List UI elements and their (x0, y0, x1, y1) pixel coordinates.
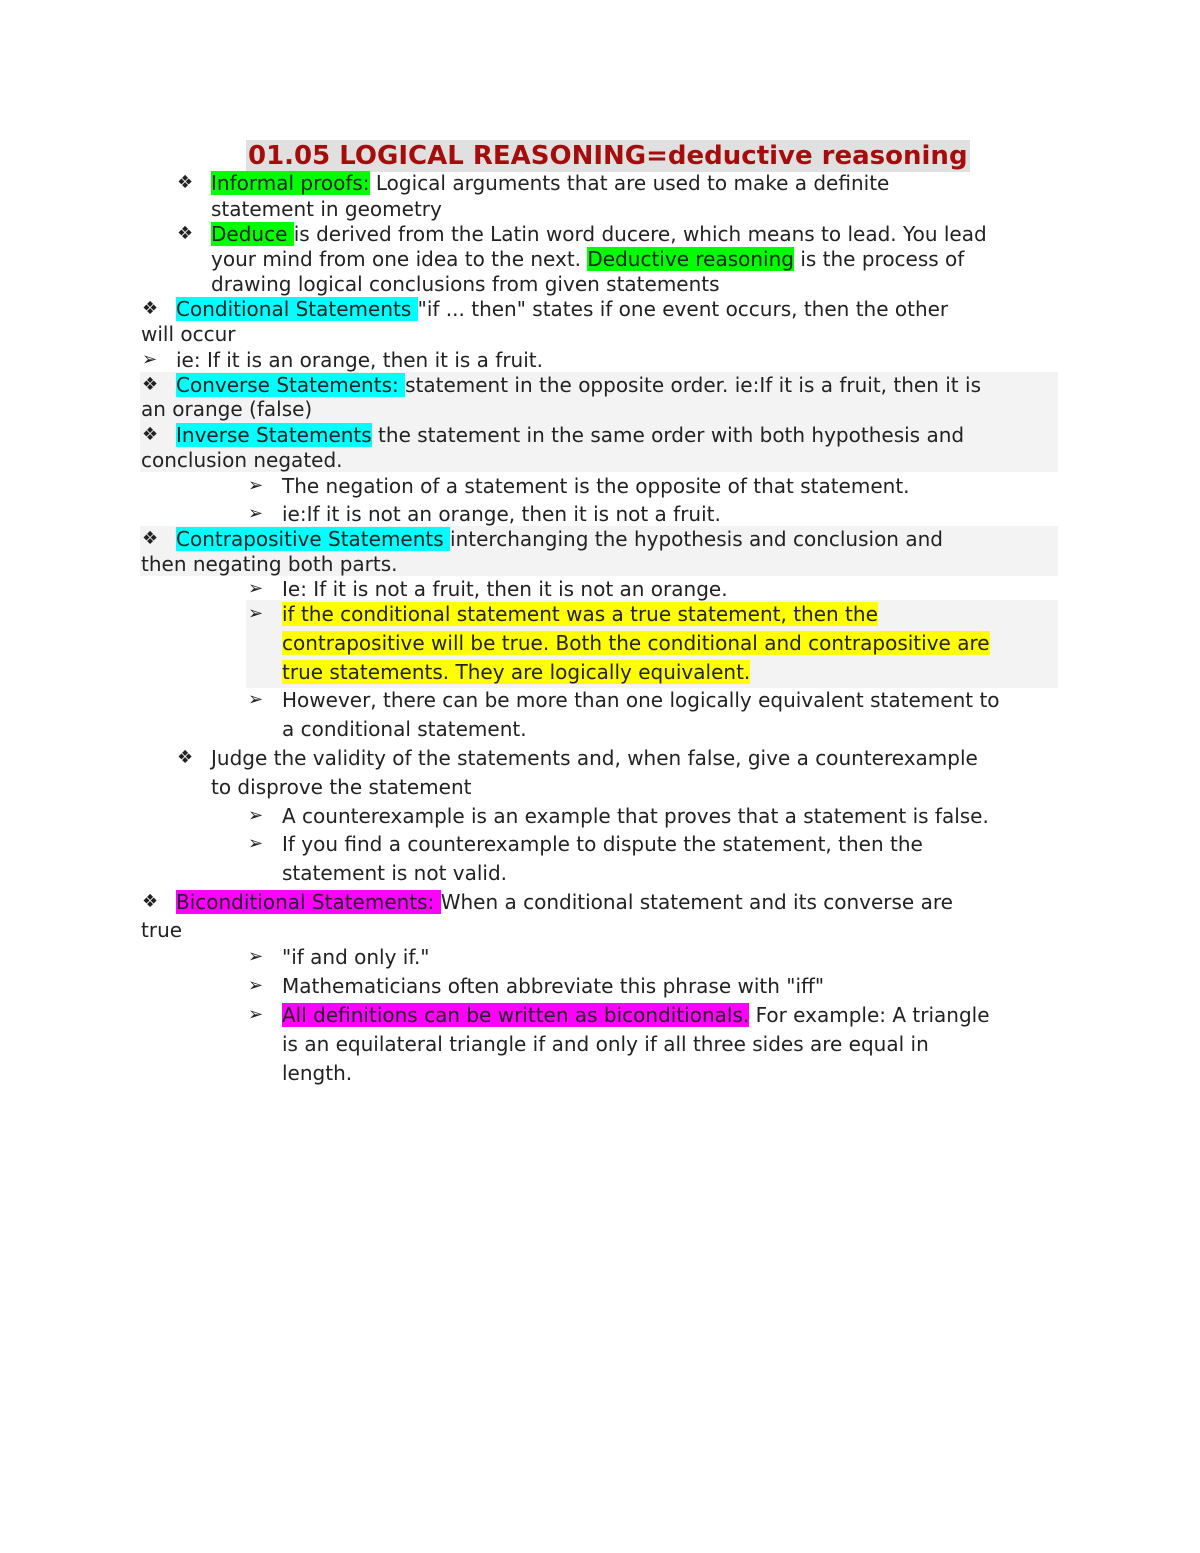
contrapositive-sub-3a: However, there can be more than one logically equivalent statement to (282, 688, 1000, 712)
deductive-reasoning-term: Deductive reasoning (587, 247, 794, 271)
conditional-term: Conditional Statements (176, 297, 418, 321)
inverse-line-2: conclusion negated. (141, 448, 343, 472)
biconditional-sub-1: "if and only if." (282, 945, 430, 969)
biconditional-term: Biconditional Statements: (176, 890, 441, 914)
definitions-term: All definitions can be written as biconditionals. (282, 1003, 750, 1027)
biconditional-sub-2: Mathematicians often abbreviate this phrase with "iff" (282, 974, 825, 998)
diamond-bullet-icon: ❖ (177, 172, 194, 193)
diamond-bullet-icon: ❖ (177, 223, 194, 244)
judge-sub-1: A counterexample is an example that proves that a statement is false. (282, 804, 989, 828)
judge-sub-2a: If you find a counterexample to dispute the statement, then the (282, 832, 923, 856)
informal-proofs-line-2: statement in geometry (211, 197, 442, 221)
biconditional-sub-3b: is an equilateral triangle if and only if all three sides are equal in (282, 1032, 929, 1056)
contrapositive-sub-1: Ie: If it is not a fruit, then it is not an orange. (282, 577, 728, 601)
informal-proofs-line: Informal proofs: Logical arguments that are used to make a definite (211, 171, 890, 195)
conditional-line-2: will occur (141, 322, 236, 346)
diamond-bullet-icon: ❖ (142, 424, 159, 445)
contrapositive-sub-2b: contrapositive will be true. Both the conditional and contrapositive are (282, 631, 990, 655)
biconditional-sub-3: All definitions can be written as biconditionals. For example: A triangle (282, 1003, 990, 1027)
converse-term: Converse Statements: (176, 373, 406, 397)
inverse-line: Inverse Statements the statement in the same order with both hypothesis and (176, 423, 965, 447)
page-title: 01.05 LOGICAL REASONING=deductive reasoning (248, 141, 968, 171)
deduce-line-2: your mind from one idea to the next. Deductive reasoning is the process of (211, 247, 965, 271)
arrow-bullet-icon: ➢ (248, 1004, 264, 1025)
contrapositive-sub-2c: true statements. They are logically equivalent. (282, 660, 751, 684)
biconditional-line: Biconditional Statements: When a conditional statement and its converse are (176, 890, 953, 914)
arrow-bullet-icon: ➢ (248, 578, 264, 599)
conditional-line: Conditional Statements "if ... then" states if one event occurs, then the other (176, 297, 949, 321)
arrow-bullet-icon: ➢ (248, 503, 264, 524)
contrapositive-term: Contrapositive Statements (176, 527, 451, 551)
biconditional-line-2: true (141, 918, 183, 942)
converse-line: Converse Statements: statement in the opposite order. ie:If it is a fruit, then it is (176, 373, 981, 397)
arrow-bullet-icon: ➢ (248, 805, 264, 826)
converse-line-2: an orange (false) (141, 397, 313, 421)
inverse-term: Inverse Statements (176, 423, 372, 447)
diamond-bullet-icon: ❖ (177, 747, 194, 768)
judge-line-2: to disprove the statement (211, 775, 472, 799)
contrapositive-line-2: then negating both parts. (141, 552, 398, 576)
deduce-line: Deduce is derived from the Latin word ducere, which means to lead. You lead (211, 222, 987, 246)
diamond-bullet-icon: ❖ (142, 374, 159, 395)
judge-line: Judge the validity of the statements and, when false, give a counterexample (211, 746, 978, 770)
inverse-sub-2: ie:If it is not an orange, then it is not a fruit. (282, 502, 721, 526)
arrow-bullet-icon: ➢ (248, 946, 264, 967)
arrow-bullet-icon: ➢ (248, 975, 264, 996)
inverse-sub-1: The negation of a statement is the opposite of that statement. (282, 474, 910, 498)
judge-sub-2b: statement is not valid. (282, 861, 508, 885)
contrapositive-line: Contrapositive Statements interchanging the hypothesis and conclusion and (176, 527, 943, 551)
conditional-example: ie: If it is an orange, then it is a fruit. (176, 348, 543, 372)
contrapositive-sub-3b: a conditional statement. (282, 717, 527, 741)
diamond-bullet-icon: ❖ (142, 298, 159, 319)
contrapositive-sub-2a: if the conditional statement was a true statement, then the (282, 602, 878, 626)
diamond-bullet-icon: ❖ (142, 891, 159, 912)
arrow-bullet-icon: ➢ (142, 349, 158, 370)
biconditional-sub-3c: length. (282, 1061, 353, 1085)
arrow-bullet-icon: ➢ (248, 833, 264, 854)
arrow-bullet-icon: ➢ (248, 475, 264, 496)
deduce-line-3: drawing logical conclusions from given statements (211, 272, 720, 296)
arrow-bullet-icon: ➢ (248, 689, 264, 710)
informal-proofs-term: Informal proofs: (211, 171, 370, 195)
diamond-bullet-icon: ❖ (142, 528, 159, 549)
deduce-term: Deduce (211, 222, 294, 246)
arrow-bullet-icon: ➢ (248, 603, 264, 624)
